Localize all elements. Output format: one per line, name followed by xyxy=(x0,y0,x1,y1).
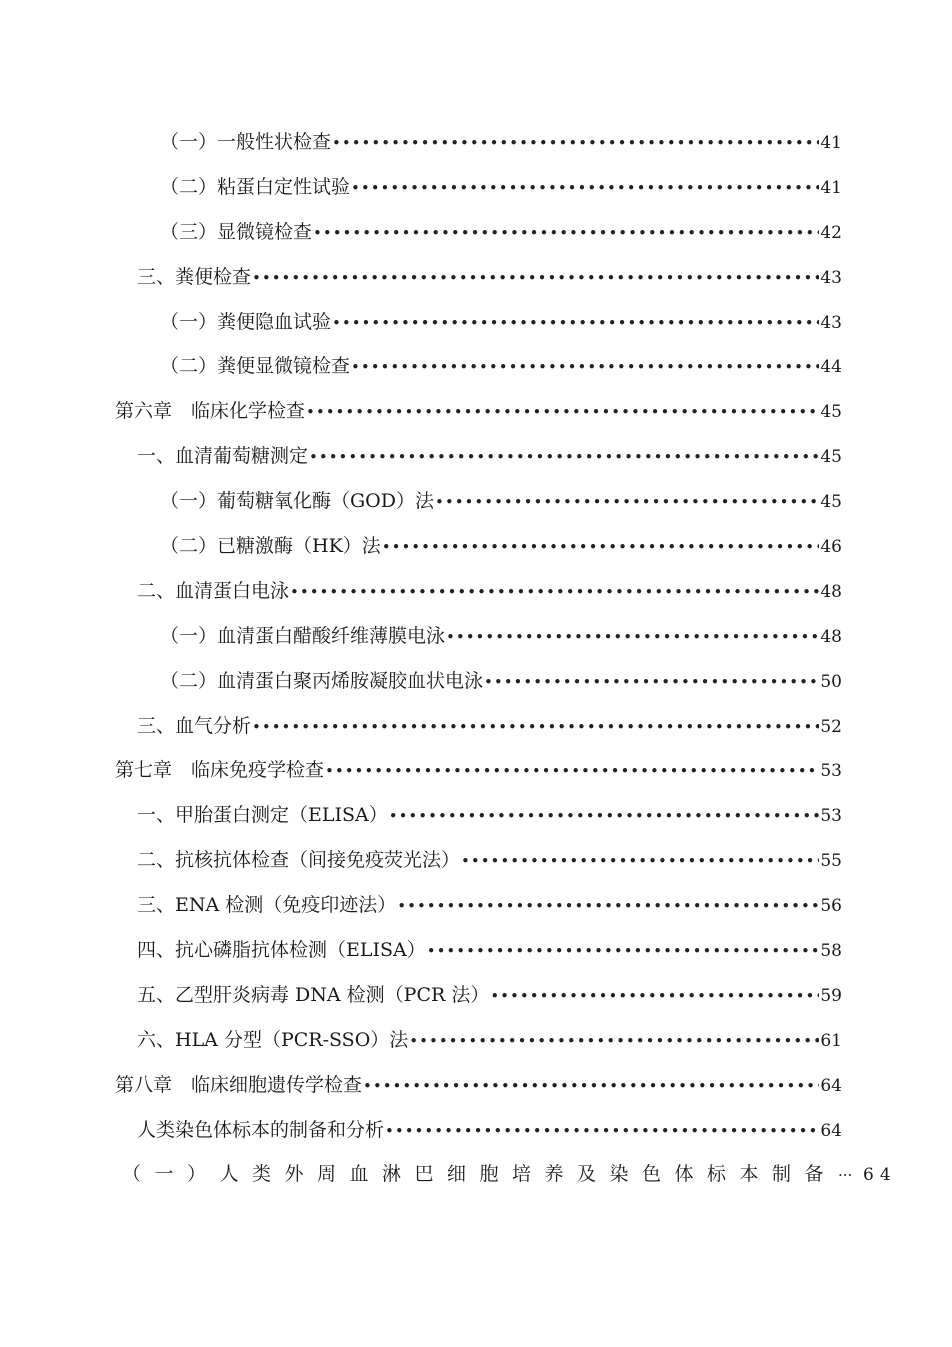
toc-page-number: 43 xyxy=(820,312,842,333)
toc-dot-leader xyxy=(397,884,819,929)
toc-page-number: 46 xyxy=(820,537,842,558)
toc-dot-leader xyxy=(446,615,819,660)
toc-entry-title: 第八章 临床细胞遗传学检查 xyxy=(115,1073,363,1096)
toc-page-number: 61 xyxy=(820,1030,842,1051)
toc-page-number: 48 xyxy=(820,581,842,602)
toc-dot-leader xyxy=(484,660,819,705)
toc-entry[interactable] xyxy=(160,479,842,524)
toc-entry[interactable] xyxy=(137,1018,842,1063)
toc-dot-leader xyxy=(385,1109,819,1154)
toc-dot-leader xyxy=(389,794,820,839)
toc-dot-leader xyxy=(325,749,819,794)
toc-entry[interactable] xyxy=(160,165,842,210)
toc-entry[interactable] xyxy=(137,255,842,300)
toc-dot-leader xyxy=(351,345,819,390)
toc-entry-title: 第六章 临床化学检查 xyxy=(115,400,306,423)
toc-entry[interactable] xyxy=(137,928,842,973)
toc-page-number: 56 xyxy=(820,896,842,917)
toc-dot-leader xyxy=(435,480,819,525)
toc-chapter-entry[interactable] xyxy=(115,1063,842,1108)
table-of-contents xyxy=(0,120,952,1197)
toc-entry[interactable] xyxy=(137,883,842,928)
toc-entry[interactable] xyxy=(137,793,842,838)
toc-page-number: 44 xyxy=(820,357,842,378)
toc-dot-leader xyxy=(351,166,819,211)
toc-entry-title: （二）粪便显微镜检查 xyxy=(160,355,351,378)
toc-page-number: 52 xyxy=(820,716,842,737)
toc-entry-title: （一）人类外周血淋巴细胞培养及染色体标本制备 xyxy=(122,1163,838,1186)
toc-entry-title: （一）血清蛋白醋酸纤维薄膜电泳 xyxy=(160,624,446,647)
toc-dot-leader xyxy=(490,974,819,1019)
toc-entry[interactable] xyxy=(137,434,842,479)
toc-page-number: 41 xyxy=(820,133,842,153)
toc-entry[interactable] xyxy=(122,1152,897,1197)
toc-entry[interactable] xyxy=(137,569,842,614)
toc-page-number: 53 xyxy=(820,806,842,827)
toc-entry[interactable] xyxy=(137,973,842,1018)
toc-entry-title: 三、粪便检查 xyxy=(137,265,252,288)
toc-dot-leader xyxy=(313,211,819,256)
toc-dot-leader xyxy=(461,839,819,884)
toc-entry[interactable] xyxy=(160,659,842,704)
toc-entry-title: （二）粘蛋白定性试验 xyxy=(160,175,351,198)
toc-entry[interactable] xyxy=(160,344,842,389)
toc-chapter-entry[interactable] xyxy=(115,748,842,793)
toc-page-number: 53 xyxy=(820,761,842,782)
toc-page-number: 64 xyxy=(820,1120,842,1141)
toc-entry-title: 四、抗心磷脂抗体检测（ELISA） xyxy=(137,939,426,962)
toc-entry[interactable] xyxy=(137,1108,842,1153)
toc-entry-title: 第七章 临床免疫学检查 xyxy=(115,759,325,782)
toc-dot-leader xyxy=(309,435,819,480)
toc-page-number: 59 xyxy=(820,985,842,1006)
toc-page-number: 55 xyxy=(820,851,842,872)
toc-entry[interactable] xyxy=(160,210,842,255)
toc-dot-leader xyxy=(290,570,819,615)
toc-page-number: 43 xyxy=(820,267,842,288)
toc-page-number: 58 xyxy=(820,941,842,962)
toc-page-number: 64 xyxy=(820,1075,842,1096)
toc-dot-leader: ··· xyxy=(838,1166,853,1185)
toc-entry-title: （二）血清蛋白聚丙烯胺凝胶血状电泳 xyxy=(160,669,484,692)
toc-dot-leader xyxy=(332,121,819,166)
toc-page-number: 45 xyxy=(820,447,842,468)
toc-entry-title: 二、抗核抗体检查（间接免疫荧光法） xyxy=(137,849,461,872)
toc-dot-leader xyxy=(363,1064,819,1109)
toc-entry-title: 三、ENA 检测（免疫印迹法） xyxy=(137,894,397,917)
toc-page-number: 41 xyxy=(820,177,842,198)
toc-entry[interactable] xyxy=(137,704,842,749)
toc-entry-title: （三）显微镜检查 xyxy=(160,220,313,243)
toc-dot-leader xyxy=(332,301,819,346)
toc-page-number: 64 xyxy=(863,1165,897,1186)
toc-dot-leader xyxy=(382,525,820,570)
toc-entry-title: （一）一般性状检查 xyxy=(160,131,332,153)
toc-dot-leader xyxy=(306,390,819,435)
toc-entry-title: 三、血气分析 xyxy=(137,714,252,737)
toc-entry-title: 六、HLA 分型（PCR-SSO）法 xyxy=(137,1028,409,1051)
toc-entry-title: 一、血清葡萄糖测定 xyxy=(137,445,309,468)
toc-entry-title: 五、乙型肝炎病毒 DNA 检测（PCR 法） xyxy=(137,983,490,1006)
toc-dot-leader xyxy=(252,705,819,750)
toc-entry[interactable] xyxy=(160,120,842,165)
toc-page-number: 45 xyxy=(820,402,842,423)
toc-entry-title: （一）葡萄糖氧化酶（GOD）法 xyxy=(160,490,434,513)
toc-entry-title: 人类染色体标本的制备和分析 xyxy=(137,1118,385,1141)
toc-entry-title: （一）粪便隐血试验 xyxy=(160,310,332,333)
toc-dot-leader xyxy=(409,1019,819,1064)
toc-page-number: 45 xyxy=(820,492,842,513)
toc-dot-leader xyxy=(252,256,819,301)
toc-page-number: 42 xyxy=(820,222,842,243)
toc-entry[interactable] xyxy=(160,300,842,345)
toc-page-number: 48 xyxy=(820,626,842,647)
toc-entry-title: 一、甲胎蛋白测定（ELISA） xyxy=(137,804,388,827)
toc-entry-title: （二）已糖激酶（HK）法 xyxy=(160,535,381,558)
toc-entry[interactable] xyxy=(160,614,842,659)
toc-entry[interactable] xyxy=(137,838,842,883)
toc-entry-title: 二、血清蛋白电泳 xyxy=(137,579,290,602)
toc-dot-leader xyxy=(427,929,820,974)
toc-entry[interactable] xyxy=(160,524,842,569)
toc-page-number: 50 xyxy=(820,671,842,692)
toc-chapter-entry[interactable] xyxy=(115,389,842,434)
